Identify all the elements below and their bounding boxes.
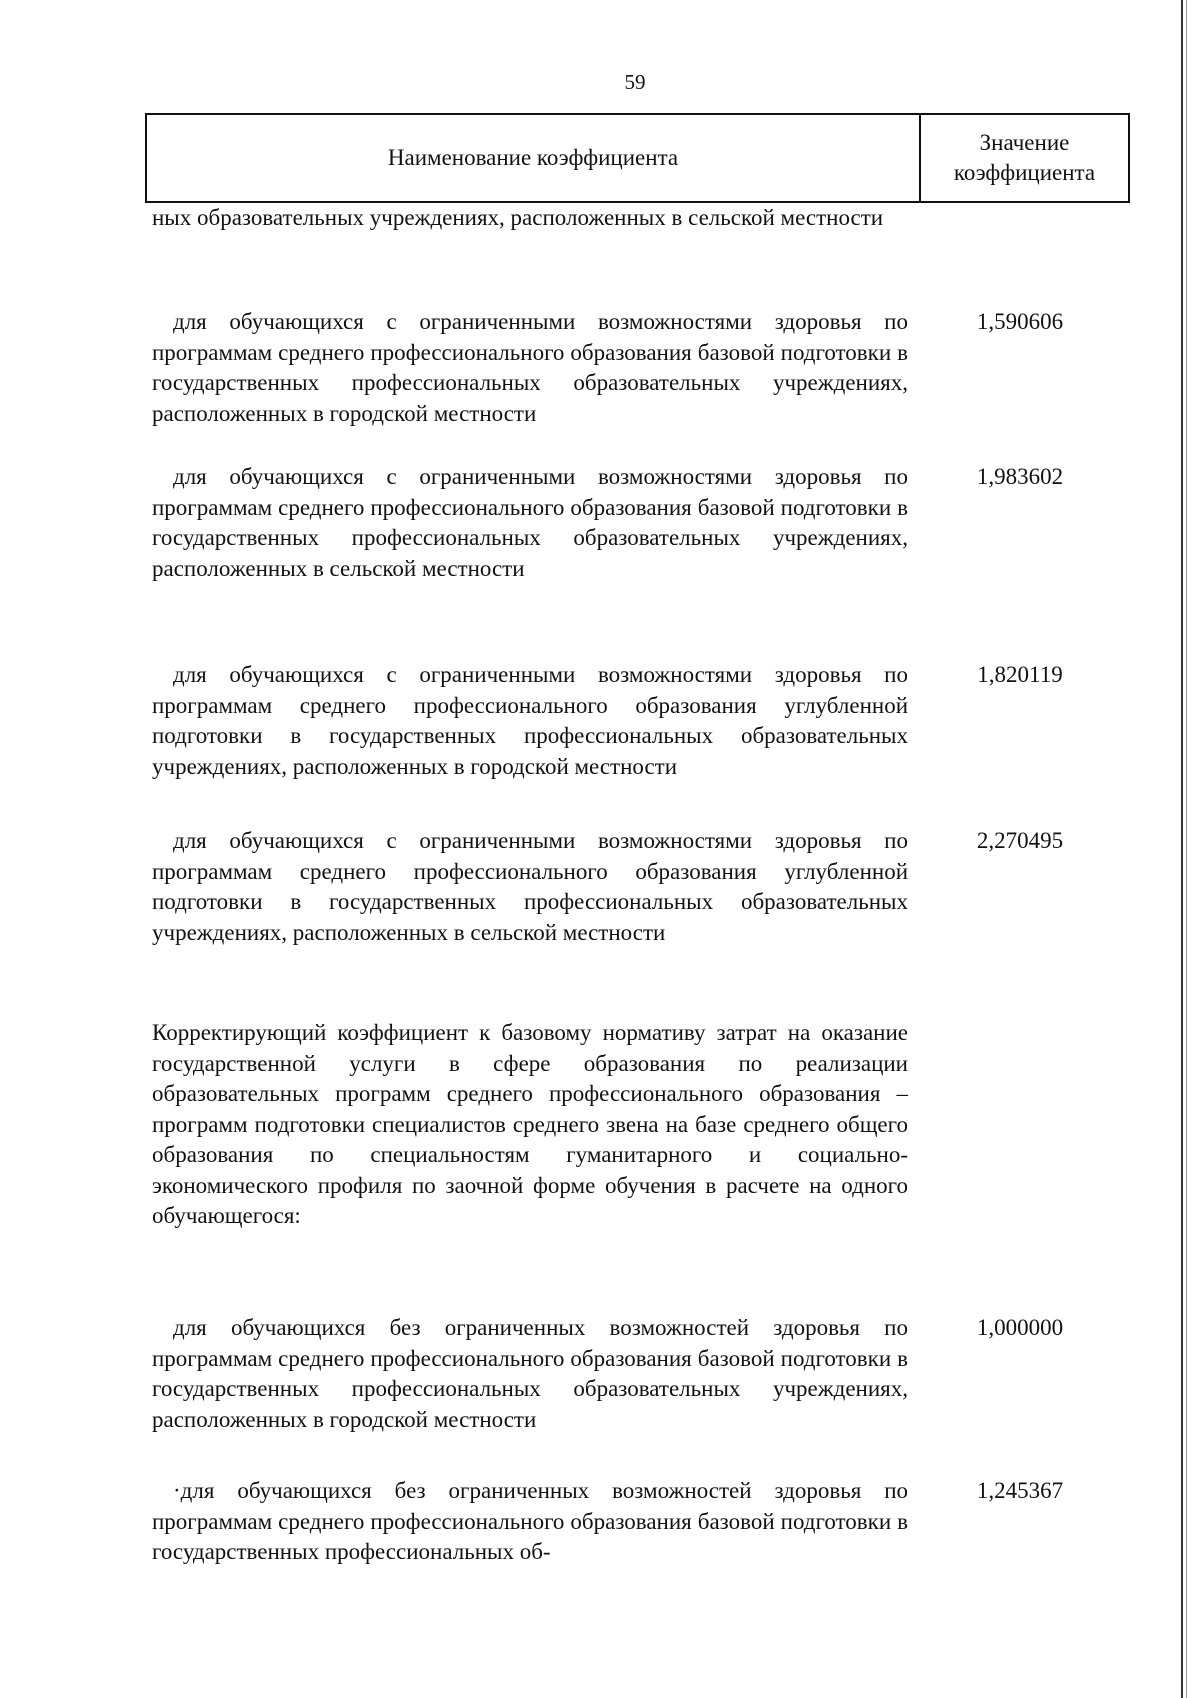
row-text: для обучающихся с ограниченными возможностями здоровья по программам среднего профессионального образования углубленной подготовки в государственных профессиональных образовательных учреждениях, расположенных в сельской местности	[152, 828, 908, 945]
scan-edge-line	[1181, 0, 1183, 1698]
row-value: 1,983602	[976, 464, 1064, 489]
page-number: 59	[624, 70, 646, 94]
row-value: 1,245367	[976, 1478, 1064, 1503]
row-value: 2,270495	[976, 828, 1064, 853]
section-heading-text: Корректирующий коэффициент к базовому нормативу затрат на оказание государственной услуги в сфере образования по реализации образовательных программ среднего профессионального образования – программ подготовки специалистов среднего звена на базе среднего общего образования по специальностям гуманитарного и социально-экономического профиля по заочной форме обучения в расчете на одного обучающегося:	[152, 1020, 908, 1228]
row-value: 1,820119	[977, 662, 1063, 687]
row-text: для обучающихся с ограниченными возможностями здоровья по программам среднего профессионального образования углубленной подготовки в государственных профессиональных образовательных учреждениях, расположенных в городской местности	[152, 662, 908, 779]
scan-edge-line-faint	[1186, 0, 1187, 1698]
row-text: для обучающихся без ограниченных возможностей здоровья по программам среднего профессионального образования базовой подготовки в государственных профессиональных образовательных учреждениях, расположенных в городской местности	[152, 1315, 908, 1432]
row-continuation-text: ных образовательных учреждениях, расположенных в сельской местности	[152, 205, 884, 230]
header-coefficient-name: Наименование коэффициента	[147, 115, 921, 201]
row-value: 1,590606	[976, 309, 1064, 334]
header-coefficient-value: Значение коэффициента	[953, 130, 1096, 185]
row-text: для обучающихся с ограниченными возможностями здоровья по программам среднего профессионального образования базовой подготовки в государственных профессиональных образовательных учреждениях, расположенных в городской местности	[152, 309, 908, 426]
row-value: 1,000000	[976, 1315, 1064, 1340]
row-text: ·для обучающихся без ограниченных возможностей здоровья по программам среднего профессионального образования базовой подготовки в государственных профессиональных об-	[152, 1478, 908, 1564]
row-text: для обучающихся с ограниченными возможностями здоровья по программам среднего профессионального образования базовой подготовки в государственных профессиональных образовательных учреждениях, расположенных в сельской местности	[152, 464, 908, 581]
table-header	[145, 113, 1130, 203]
